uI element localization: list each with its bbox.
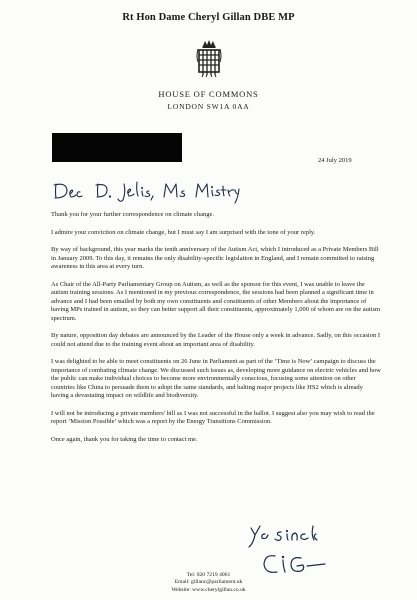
body-paragraph: As Chair of the All-Party Parliamentary Group on Autism, as well as the sponsor for this event, I was unable to leave the autism training sessions. As I mentioned in my previous correspondence, the sessions had been planned a significant time in advance and I had been emailed by both my own constituents and constituents of other Members about the importance of having MPs trained in autism, so they can better support all their constituents, approximately 1,000 of whom are on the autism spectrum. [51, 280, 381, 322]
body-paragraph: Thank you for your further correspondence on climate change. [51, 211, 214, 218]
body-paragraph: By nature, opposition day debates are announced by the Leader of the House only a week in advance. Sadly, on this occasion I could not attend due to the training event about an important area of disability. [51, 332, 380, 348]
footer-website: Website: www.cherylgillan.co.uk [171, 586, 246, 593]
sender-name: Rt Hon Dame Cheryl Gillan DBE MP [122, 12, 295, 23]
body-paragraph: I was delighted to be able to meet constituents on 26 June in Parliament as part of the ‘Time is Now’ campaign to discuss the importance of combating climate change. We discussed such issues as, developing more guidance on electric vehicles and how the public can make individual choices to become more environmentally conscious, focusing some attention on other countries like China to persuade them to adopt the same standards, and halting major projects like HS2 which is already having a devastating impact on wildlife and biodiversity. [51, 358, 381, 399]
footer-email: Email: gillanc@parliament.uk [174, 579, 243, 586]
body-paragraph: Once again, thank you for taking the time to contact me. [51, 435, 198, 443]
letter-footer [0, 572, 417, 594]
body-paragraph: I admire your conviction on climate change, but I must say I am surprised with the tone of your reply. [51, 228, 316, 236]
letterhead-address: LONDON SW1A 0AA [167, 102, 250, 111]
portcullis-emblem-icon [194, 40, 224, 78]
letter-body [51, 211, 381, 454]
redacted-recipient-block [52, 133, 182, 162]
body-paragraph: By way of background, this year marks the tenth anniversary of the Autism Act, which I introduced as a Private Members Bill in January 2009. To this day, it remains the only disability-specific legislation in England, and I remain committed to raising awareness in this area at every turn. [51, 246, 379, 271]
handwritten-salutation [50, 178, 240, 206]
letter-date: 24 July 2019 [318, 157, 352, 164]
footer-phone: Tel: 020 7219 4061 [186, 572, 231, 578]
body-paragraph: I will not be introducing a private members' bill as I was not successful in the ballot. I suggest also you may wish to read the report ‘Mission Possible’ which was a report by the Energy Transitions Commission. [51, 409, 375, 426]
house-name: HOUSE OF COMMONS [158, 89, 259, 99]
